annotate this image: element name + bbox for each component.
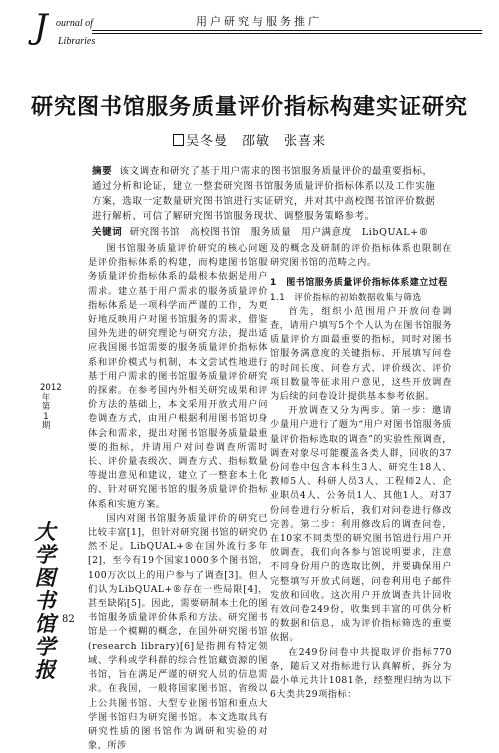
header-rule	[92, 30, 482, 31]
abstract-label: 摘要	[92, 166, 113, 177]
article-title: 研究图书馆服务质量评价指标构建实证研究	[30, 94, 468, 120]
issue-label: 2012年第1期	[40, 383, 62, 431]
paragraph: 及的概念及研制的评价指标体系也限制在研究图书馆的范畴之内。	[270, 243, 452, 269]
keywords	[92, 225, 438, 240]
running-section-title: 用户研究与服务推广	[196, 15, 322, 28]
body-column-right	[270, 242, 452, 703]
paragraph: 开放调查又分为两步。第一步：邀请少量用户进行了题为“用户对图书馆服务质量评价指标选取的调查”的实验性预调查，调查对象尽可能覆盖各类人群，回收的37份问卷中包含本科生3人、研究生18人、教师5人、科研人员3人、工程师2人、企业职员4人、公务员1人、其他1人。对37份问卷进行分析后，我们对问卷进行修改完善。第二步：利用修改后的调查问卷，在10家不同类型的研究图书馆进行用户开放调查，我们向各参与馆说明要求，注意不同身份用户的选取比例，并要确保用户完整填写开放式问题，问卷利用电子邮件发放和回收。这次用户开放调查共计回收有效问卷249份，收集到丰富的可供分析的数据和信息，成为评价指标筛选的重要依据。	[270, 405, 452, 644]
header-rule-thin	[92, 33, 482, 34]
paragraph: 图书馆服务质量评价研究的核心问题是评价指标体系的构建，而构建图书馆服务质量评价指标体系的最根本依据是用户需求。建立基于用户需求的服务质量评价指标体系是一项科学而严谨的工作，为更好地反映用户对图书馆服务的需求，借鉴国外先进的研究理论与研究方法，提出适应我国图书馆需要的服务质量评价指标体系和评价模式与机制，本文尝试性地进行基于用户需求的图书馆服务质量评价研究的探索。在参考国内外相关研究成果和评价方法的基础上，本文采用开放式用户问卷调查方式，由用户根据利用图书馆切身体会和需求，提出对图书馆服务质量最重要的指标，并请用户对问卷调查所需时长、评价量表级次、调查方式、指标数量等提出意见和建议，建立了一整套本土化的、针对研究图书馆的服务质量评价指标体系和实施方案。	[88, 243, 268, 510]
author-line	[0, 130, 499, 149]
section-heading: 1 图书馆服务质量评价指标体系建立过程	[270, 278, 448, 289]
journal-name: 大学图书馆学报	[34, 519, 56, 682]
page-number: 82	[62, 614, 75, 625]
abstract-text: 该文调查和研究了基于用户需求的图书馆服务质量评价的最重要指标，通过分析和论证，建立一整套研究图书馆服务质量评价指标体系以及工作实施方案，选取一定数量研究图书馆进行实证研究，并对其中高校图书馆评价数据进行解析、可信了解研究图书馆服务现状、调整服务策略参考。	[92, 166, 436, 222]
journal-logo	[16, 6, 106, 46]
paragraph: 在249份问卷中共提取评价指标770条，随后又对指标进行认真解析，拆分为最小单元共计1081条，经整理归纳为以下6大类共29项指标：	[270, 646, 452, 701]
logo-letter: J	[34, 7, 48, 47]
keywords-text: 研究图书馆 高校图书馆 服务质量 用户满意度 LibQUAL+®	[129, 227, 429, 238]
body-column-left	[88, 242, 268, 753]
paragraph: 国内对图书馆服务质量评价的研究已比较丰富[1]，但针对研究图书馆的研究仍然不足。LibQUAL+®在国外流行多年[2]，至今有19个国家1000多个图书馆，100万次以上的用户参与了调查[3]。但人们认为LibQUAL+®存在一些局限[4]，甚至缺陷[5]。因此，需要研制本土化的图书馆服务质量评价体系和方法。研究图书馆是一个模糊的概念，在国外研究图书馆(research library)[6]是指拥有特定领域、学科或学科群的综合性馆藏资源的图书馆，旨在满足严谨的研究人员的信息需求。在我国，一般将国家图书馆、省级以上公共图书馆、大型专业图书馆和重点大学图书馆归为研究图书馆。本文选取具有研究性质的图书馆作为调研和实验的对象，所涉	[88, 512, 268, 752]
author-mark-icon	[173, 134, 184, 146]
logo-line-1: ournal of	[56, 18, 93, 29]
logo-line-2: Libraries	[58, 36, 96, 47]
keywords-label: 关键词	[92, 227, 123, 238]
authors: 吴冬曼 邵敏 张喜来	[185, 134, 326, 149]
paragraph: 首先，组织小范围用户开放问卷调查，请用户填写5个个人认为在图书馆服务质量评价方面最重要的指标，同时对图书馆服务满意度的关键指标、开展填写问卷的时间长度、问卷方式、评价级次、评价项目数量等征求用户意见，这些开放调查为后续的问卷设计提供基本参考依据。	[270, 305, 452, 403]
abstract	[92, 164, 438, 224]
subsection-heading: 1.1 评价指标的初始数据收集与筛选	[270, 292, 422, 303]
